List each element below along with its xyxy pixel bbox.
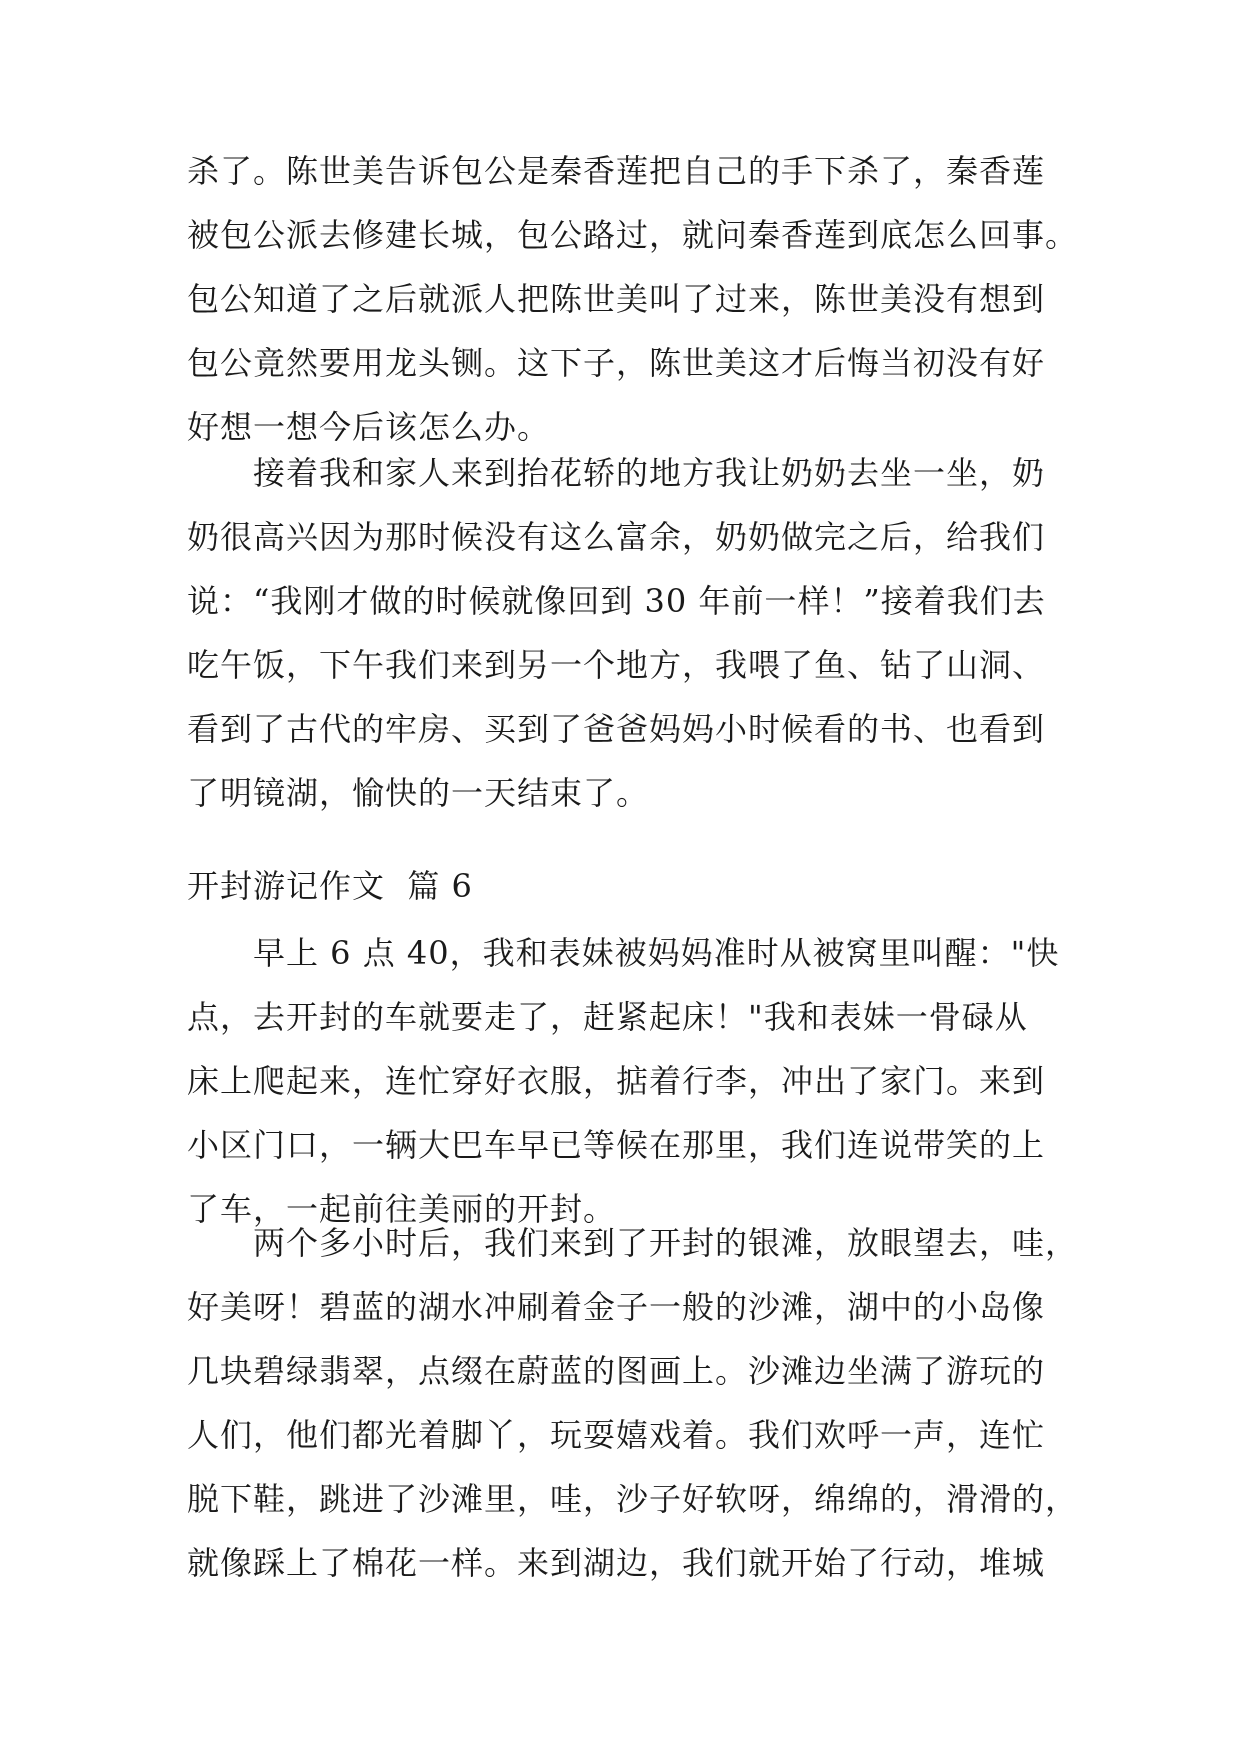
paragraph-line: 吃午饭，下午我们来到另一个地方，我喂了鱼、钻了山洞、 (187, 646, 1046, 684)
paragraph-line: 好美呀！碧蓝的湖水冲刷着金子一般的沙滩，湖中的小岛像 (187, 1288, 1046, 1326)
paragraph-line: 人们，他们都光着脚丫，玩耍嬉戏着。我们欢呼一声，连忙 (187, 1416, 1046, 1454)
heading-text: 开封游记作文 篇 6 (187, 867, 473, 905)
paragraph-line: 两个多小时后，我们来到了开封的银滩，放眼望去，哇， (253, 1224, 1079, 1262)
paragraph-line: 杀了。陈世美告诉包公是秦香莲把自己的手下杀了，秦香莲 (187, 152, 1046, 190)
paragraph-line: 被包公派去修建长城，包公路过，就问秦香莲到底怎么回事。 (187, 216, 1079, 254)
paragraph-line: 说：“我刚才做的时候就像回到 30 年前一样！”接着我们去 (187, 582, 1046, 620)
paragraph-line: 床上爬起来，连忙穿好衣服，掂着行李，冲出了家门。来到 (187, 1062, 1046, 1100)
paragraph-line: 脱下鞋，跳进了沙滩里，哇，沙子好软呀，绵绵的，滑滑的， (187, 1480, 1079, 1518)
paragraph-line: 小区门口，一辆大巴车早已等候在那里，我们连说带笑的上 (187, 1126, 1046, 1164)
paragraph-line: 几块碧绿翡翠，点缀在蔚蓝的图画上。沙滩边坐满了游玩的 (187, 1352, 1046, 1390)
paragraph-line: 看到了古代的牢房、买到了爸爸妈妈小时候看的书、也看到 (187, 710, 1046, 748)
paragraph-line: 奶很高兴因为那时候没有这么富余，奶奶做完之后，给我们 (187, 518, 1046, 556)
paragraph-line: 点，去开封的车就要走了，赶紧起床！"我和表妹一骨碌从 (187, 998, 1028, 1036)
paragraph-line: 了车，一起前往美丽的开封。 (187, 1190, 617, 1228)
paragraph-line: 了明镜湖，愉快的一天结束了。 (187, 774, 650, 812)
paragraph-line: 早上 6 点 40，我和表妹被妈妈准时从被窝里叫醒："快 (253, 934, 1060, 972)
paragraph-line: 好想一想今后该怎么办。 (187, 408, 551, 446)
paragraph-line: 接着我和家人来到抬花轿的地方我让奶奶去坐一坐，奶 (253, 454, 1046, 492)
paragraph-line: 包公竟然要用龙头铡。这下子，陈世美这才后悔当初没有好 (187, 344, 1046, 382)
paragraph-line: 就像踩上了棉花一样。来到湖边，我们就开始了行动，堆城 (187, 1544, 1046, 1582)
paragraph-line: 包公知道了之后就派人把陈世美叫了过来，陈世美没有想到 (187, 280, 1046, 318)
